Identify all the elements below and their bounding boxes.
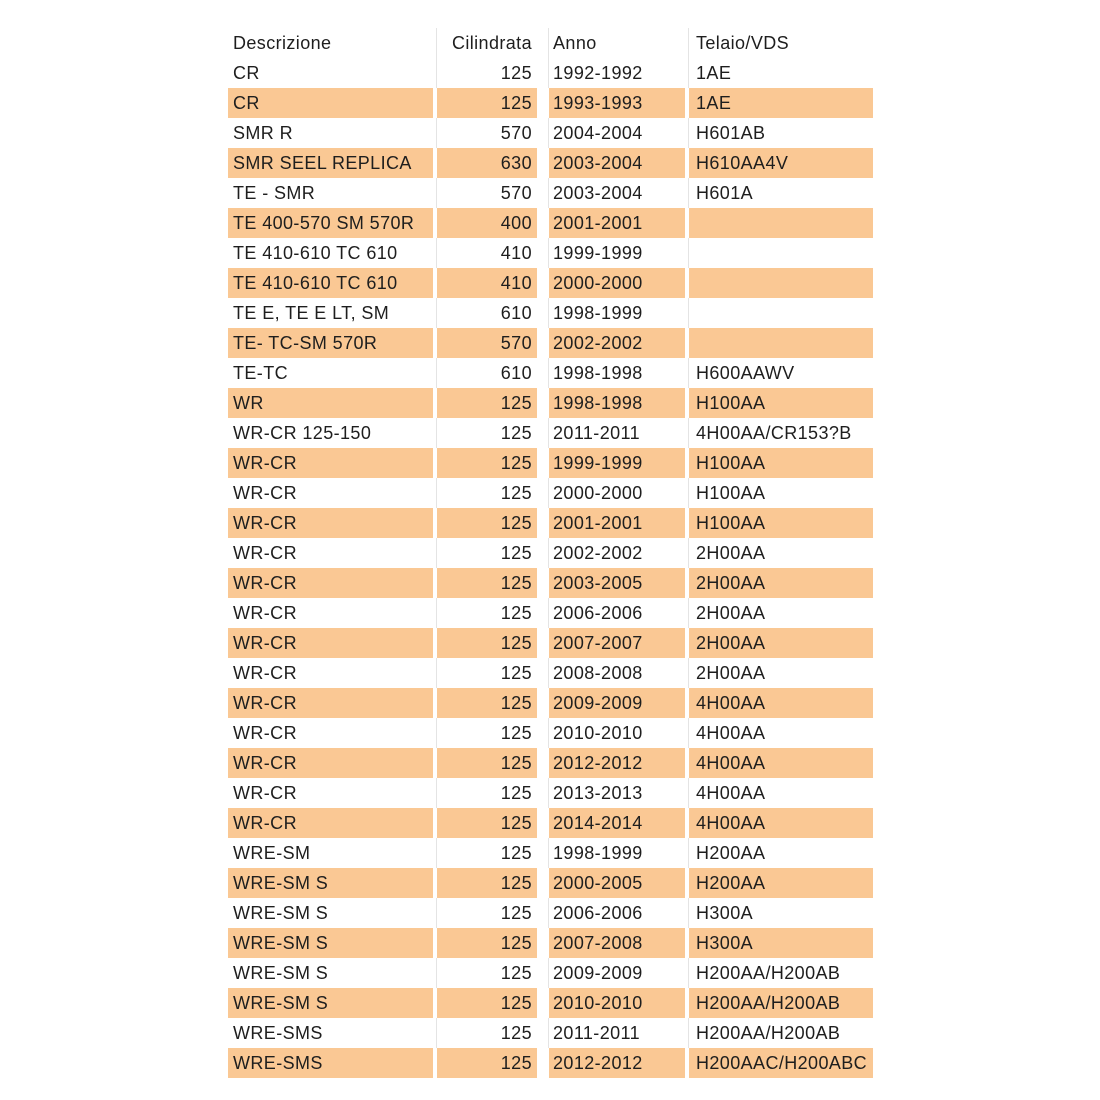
table-row[interactable] — [228, 538, 873, 568]
cell-cilindrata: 630 — [436, 148, 537, 178]
cell-telaio: H300A — [688, 928, 873, 958]
cell-telaio: H601AB — [688, 118, 873, 148]
cell-descrizione: SMR SEEL REPLICA — [228, 148, 433, 178]
cell-anno: 2003-2004 — [548, 148, 685, 178]
cell-cilindrata: 125 — [436, 508, 537, 538]
cell-telaio — [688, 328, 873, 358]
header-cell-anno: Anno — [548, 28, 685, 58]
cell-cilindrata: 570 — [436, 178, 537, 208]
cell-descrizione: WR-CR — [233, 783, 297, 803]
cell-telaio: H600AAWV — [688, 358, 873, 388]
cell-telaio: 2H00AA — [688, 598, 873, 628]
cell-cilindrata: 125 — [436, 748, 537, 778]
cell-telaio: 4H00AA — [688, 718, 873, 748]
cell-descrizione: WR — [228, 388, 433, 418]
cell-anno: 1998-1998 — [548, 388, 685, 418]
cell-descrizione: WR-CR — [228, 568, 433, 598]
cell-telaio: 4H00AA — [688, 778, 873, 808]
header-cell-telaio: Telaio/VDS — [688, 28, 873, 58]
cell-descrizione: TE-TC — [233, 363, 288, 383]
cell-descrizione: WR-CR — [228, 448, 433, 478]
cell-cilindrata: 125 — [436, 448, 537, 478]
cell-anno: 2006-2006 — [548, 898, 685, 928]
table-row[interactable] — [228, 748, 873, 778]
cell-telaio: H200AA/H200AB — [688, 1018, 873, 1048]
cell-anno: 2011-2011 — [548, 1018, 685, 1048]
cell-cilindrata: 125 — [436, 538, 537, 568]
table-row[interactable] — [228, 958, 873, 988]
table-row[interactable] — [228, 388, 873, 418]
cell-telaio: 4H00AA — [688, 748, 873, 778]
cell-telaio: H300A — [688, 898, 873, 928]
cell-telaio: H100AA — [688, 448, 873, 478]
cell-anno: 1998-1999 — [548, 298, 685, 328]
cell-telaio: H200AAC/H200ABC — [688, 1048, 873, 1078]
table-row[interactable] — [228, 658, 873, 688]
cell-anno: 1998-1998 — [548, 358, 685, 388]
cell-cilindrata: 125 — [436, 868, 537, 898]
cell-cilindrata: 125 — [436, 478, 537, 508]
table-row[interactable] — [228, 808, 873, 838]
cell-cilindrata: 125 — [436, 898, 537, 928]
table-row[interactable] — [228, 478, 873, 508]
cell-descrizione: TE 410-610 TC 610 — [228, 268, 433, 298]
cell-anno: 2007-2007 — [548, 628, 685, 658]
cell-descrizione: TE 400-570 SM 570R — [228, 208, 433, 238]
cell-anno: 2006-2006 — [548, 598, 685, 628]
cell-telaio: 1AE — [688, 58, 873, 88]
cell-cilindrata: 125 — [436, 808, 537, 838]
table-row[interactable] — [228, 298, 873, 328]
cell-descrizione: WR-CR — [233, 483, 297, 503]
cell-telaio: H100AA — [688, 508, 873, 538]
cell-descrizione: WRE-SM S — [228, 988, 433, 1018]
cell-telaio: 2H00AA — [688, 658, 873, 688]
cell-descrizione: WR-CR 125-150 — [233, 423, 372, 443]
cell-telaio: H100AA — [688, 478, 873, 508]
cell-anno: 2007-2008 — [548, 928, 685, 958]
header-cell-cilindrata: Cilindrata — [436, 28, 537, 58]
cell-cilindrata: 125 — [436, 88, 537, 118]
cell-anno: 2002-2002 — [548, 538, 685, 568]
cell-cilindrata: 125 — [436, 568, 537, 598]
cell-descrizione: WRE-SM S — [228, 928, 433, 958]
table-row[interactable] — [228, 58, 873, 88]
cell-telaio: 4H00AA/CR153?B — [688, 418, 873, 448]
cell-cilindrata: 410 — [436, 238, 537, 268]
cell-descrizione: TE - SMR — [233, 183, 316, 203]
cell-descrizione: SMR R — [233, 123, 293, 143]
cell-descrizione: WR-CR — [228, 688, 433, 718]
cell-cilindrata: 610 — [436, 358, 537, 388]
cell-cilindrata: 125 — [436, 958, 537, 988]
cell-descrizione: WRE-SM S — [228, 868, 433, 898]
table-row[interactable] — [228, 238, 873, 268]
table-row[interactable] — [228, 868, 873, 898]
header-cell-descrizione: Descrizione — [228, 28, 433, 58]
cell-telaio — [688, 298, 873, 328]
cell-anno: 2010-2010 — [548, 988, 685, 1018]
cell-descrizione: WR-CR — [233, 663, 297, 683]
cell-telaio — [688, 268, 873, 298]
table-row[interactable] — [228, 1018, 873, 1048]
cell-telaio — [688, 238, 873, 268]
table-row[interactable] — [228, 208, 873, 238]
cell-telaio: H200AA — [688, 838, 873, 868]
cell-cilindrata: 570 — [436, 328, 537, 358]
cell-cilindrata: 125 — [436, 838, 537, 868]
cell-cilindrata: 125 — [436, 1048, 537, 1078]
table-row[interactable] — [228, 898, 873, 928]
table-row[interactable] — [228, 568, 873, 598]
cell-telaio: H601A — [688, 178, 873, 208]
cell-anno: 1992-1992 — [548, 58, 685, 88]
table-row[interactable] — [228, 328, 873, 358]
cell-descrizione: WR-CR — [233, 723, 297, 743]
cell-cilindrata: 570 — [436, 118, 537, 148]
cell-anno: 2003-2005 — [548, 568, 685, 598]
cell-cilindrata: 125 — [436, 418, 537, 448]
cell-anno: 2013-2013 — [548, 778, 685, 808]
cell-cilindrata: 125 — [436, 598, 537, 628]
cell-telaio: 2H00AA — [688, 538, 873, 568]
cell-anno: 2004-2004 — [548, 118, 685, 148]
table-row[interactable] — [228, 418, 873, 448]
cell-descrizione: CR — [233, 63, 260, 83]
cell-anno: 2011-2011 — [548, 418, 685, 448]
table-row[interactable] — [228, 178, 873, 208]
cell-telaio: H200AA — [688, 868, 873, 898]
cell-cilindrata: 125 — [436, 928, 537, 958]
cell-descrizione: WRE-SM S — [233, 903, 329, 923]
cell-descrizione: WR-CR — [228, 508, 433, 538]
cell-anno: 1993-1993 — [548, 88, 685, 118]
table-row[interactable] — [228, 268, 873, 298]
table-body — [228, 58, 873, 1078]
table-row[interactable] — [228, 508, 873, 538]
cell-anno: 2012-2012 — [548, 1048, 685, 1078]
table-row[interactable] — [228, 628, 873, 658]
cell-cilindrata: 125 — [436, 388, 537, 418]
cell-cilindrata: 125 — [436, 988, 537, 1018]
cell-telaio: H610AA4V — [688, 148, 873, 178]
table-row[interactable] — [228, 448, 873, 478]
cell-anno: 2000-2000 — [548, 268, 685, 298]
cell-descrizione: TE E, TE E LT, SM — [233, 303, 390, 323]
cell-descrizione: WR-CR — [233, 543, 297, 563]
cell-anno: 2009-2009 — [548, 958, 685, 988]
table-row[interactable] — [228, 988, 873, 1018]
cell-cilindrata: 125 — [436, 778, 537, 808]
cell-anno: 1999-1999 — [548, 448, 685, 478]
cell-anno: 2000-2000 — [548, 478, 685, 508]
table-row[interactable] — [228, 1048, 873, 1078]
vehicle-fitment-table — [228, 28, 873, 1078]
cell-anno: 2014-2014 — [548, 808, 685, 838]
cell-cilindrata: 125 — [436, 1018, 537, 1048]
cell-descrizione: WR-CR — [233, 603, 297, 623]
cell-cilindrata: 125 — [436, 628, 537, 658]
cell-descrizione: WRE-SM — [233, 843, 311, 863]
cell-anno: 2001-2001 — [548, 208, 685, 238]
table-row[interactable] — [228, 688, 873, 718]
cell-descrizione: WRE-SM S — [233, 963, 329, 983]
cell-anno: 1998-1999 — [548, 838, 685, 868]
cell-anno: 2003-2004 — [548, 178, 685, 208]
cell-anno: 2002-2002 — [548, 328, 685, 358]
cell-telaio: H200AA/H200AB — [688, 988, 873, 1018]
cell-cilindrata: 125 — [436, 658, 537, 688]
cell-anno: 2001-2001 — [548, 508, 685, 538]
cell-descrizione: WRE-SMS — [228, 1048, 433, 1078]
cell-descrizione: WRE-SMS — [233, 1023, 323, 1043]
table-row[interactable] — [228, 778, 873, 808]
cell-telaio: 1AE — [688, 88, 873, 118]
cell-anno: 2000-2005 — [548, 868, 685, 898]
cell-anno: 2009-2009 — [548, 688, 685, 718]
cell-cilindrata: 125 — [436, 688, 537, 718]
cell-descrizione: CR — [228, 88, 433, 118]
cell-telaio: 2H00AA — [688, 628, 873, 658]
table-row[interactable] — [228, 718, 873, 748]
cell-telaio: 4H00AA — [688, 808, 873, 838]
table-row[interactable] — [228, 838, 873, 868]
table-row[interactable] — [228, 598, 873, 628]
cell-telaio — [688, 208, 873, 238]
table-row[interactable] — [228, 118, 873, 148]
cell-telaio: H100AA — [688, 388, 873, 418]
cell-descrizione: WR-CR — [228, 748, 433, 778]
cell-descrizione: TE- TC-SM 570R — [228, 328, 433, 358]
cell-descrizione: WR-CR — [228, 628, 433, 658]
cell-cilindrata: 400 — [436, 208, 537, 238]
cell-anno: 1999-1999 — [548, 238, 685, 268]
table-row[interactable] — [228, 88, 873, 118]
cell-anno: 2010-2010 — [548, 718, 685, 748]
cell-cilindrata: 125 — [436, 58, 537, 88]
table-header-row — [228, 28, 873, 58]
cell-cilindrata: 125 — [436, 718, 537, 748]
cell-descrizione: TE 410-610 TC 610 — [233, 243, 398, 263]
cell-cilindrata: 410 — [436, 268, 537, 298]
table-row[interactable] — [228, 358, 873, 388]
cell-telaio: 4H00AA — [688, 688, 873, 718]
table-row[interactable] — [228, 148, 873, 178]
cell-anno: 2008-2008 — [548, 658, 685, 688]
cell-telaio: H200AA/H200AB — [688, 958, 873, 988]
table-row[interactable] — [228, 928, 873, 958]
cell-telaio: 2H00AA — [688, 568, 873, 598]
cell-descrizione: WR-CR — [228, 808, 433, 838]
cell-anno: 2012-2012 — [548, 748, 685, 778]
cell-cilindrata: 610 — [436, 298, 537, 328]
